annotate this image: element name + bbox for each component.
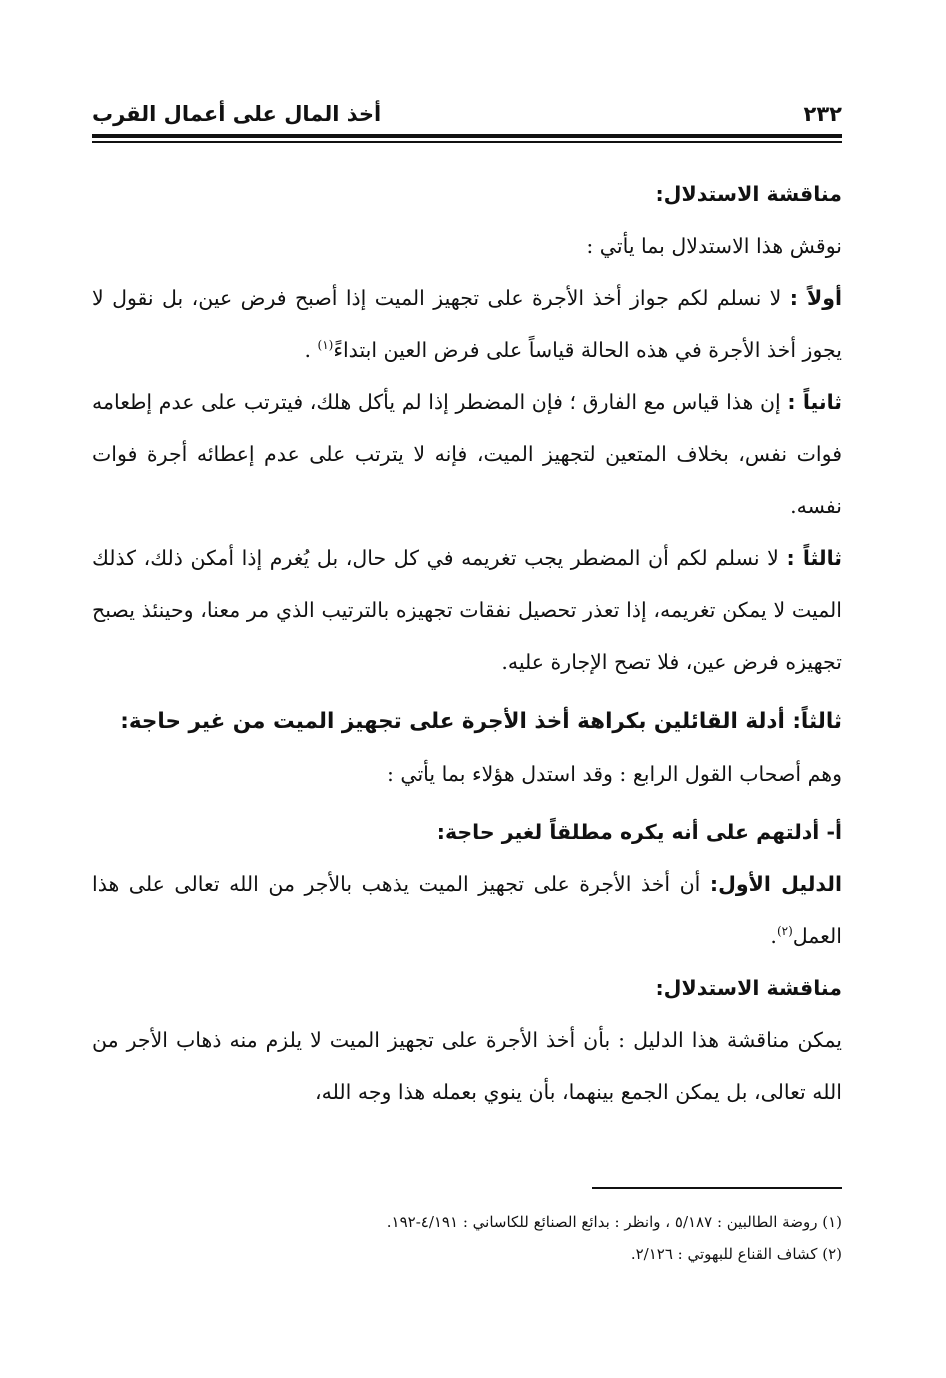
- footnote-ref-1[interactable]: (١): [317, 338, 334, 353]
- first-evidence-text: أن أخذ الأجرة على تجهيز الميت يذهب بالأجر من الله تعالى على هذا العمل: [92, 872, 842, 948]
- second-point-text: إن هذا قياس مع الفارق ؛ فإن المضطر إذا لم يأكل هلك، فيترتب على عدم إطعامه فوات نفس، بخلاف المتعين لتجهيز الميت، فإنه لا يترتب على عدم إعطائه أجرة فوات نفسه.: [92, 390, 843, 518]
- third-point-text: لا نسلم لكم أن المضطر يجب تغريمه في كل حال، بل يُغرم إذا أمكن ذلك، كذلك الميت لا يمكن تغريمه، إذا تعذر تحصيل نفقات تجهيزه بالترتيب الذي مر معنا، وحينئذ يصبح تجهيزه فرض عين، فلا تصح الإجارة عليه.: [92, 546, 842, 674]
- footnote-1: (١) روضة الطالبين : ٥/١٨٧ ، وانظر : بدائع الصنائع للكاساني : ٤/١٩١-١٩٢.: [386, 1213, 842, 1231]
- paragraph-discussion: يمكن مناقشة هذا الدليل : بأن أخذ الأجرة على تجهيز الميت لا يلزم منه ذهاب الأجر من الله تعالى، بل يمكن الجمع بينهما، بأن ينوي بعمله هذا وجه الله،: [92, 1028, 842, 1104]
- first-evidence-label: الدليل الأول:: [709, 872, 842, 896]
- paragraph-fourth-opinion: وهم أصحاب القول الرابع : وقد استدل هؤلاء بما يأتي :: [386, 762, 842, 786]
- first-evidence-end: .: [770, 924, 777, 948]
- header-rule-thin: [92, 141, 842, 143]
- section-heading-discussion: مناقشة الاستدلال:: [655, 182, 842, 206]
- first-point-end: .: [304, 338, 318, 362]
- paragraph-second-point: [92, 376, 842, 532]
- first-point-label: أولاً :: [789, 286, 843, 310]
- running-header: [92, 94, 842, 134]
- paragraph-third-point: [92, 532, 842, 688]
- footnote-ref-2[interactable]: (٢): [776, 924, 793, 939]
- main-text: [92, 168, 842, 1118]
- book-title: أخذ المال على أعمال القرب: [92, 102, 382, 126]
- header-rule-thick: [92, 134, 842, 138]
- footnote-separator: [592, 1187, 842, 1189]
- section-heading-third: ثالثاً: أدلة القائلين بكراهة أخذ الأجرة على تجهيز الميت من غير حاجة:: [120, 709, 842, 734]
- subsection-heading-a: أ- أدلتهم على أنه يكره مطلقاً لغير حاجة:: [436, 820, 842, 844]
- paragraph-first-point: [92, 272, 842, 376]
- first-point-text: لا نسلم لكم جواز أخذ الأجرة على تجهيز الميت إذا أصبح فرض عين، بل نقول لا يجوز أخذ الأجرة في هذه الحالة قياساً على فرض العين ابتداءً: [92, 286, 842, 362]
- third-point-label: ثالثاً :: [786, 546, 842, 570]
- paragraph-intro: نوقش هذا الاستدلال بما يأتي :: [586, 234, 842, 258]
- footnotes: [92, 1206, 842, 1270]
- second-point-label: ثانياً :: [787, 390, 843, 414]
- paragraph-first-evidence: [92, 858, 842, 962]
- section-heading-discussion-2: مناقشة الاستدلال:: [655, 976, 842, 1000]
- page-number: ٢٣٢: [803, 102, 842, 126]
- footnote-2: (٢) كشاف القناع للبهوتي : ٢/١٢٦.: [630, 1245, 842, 1263]
